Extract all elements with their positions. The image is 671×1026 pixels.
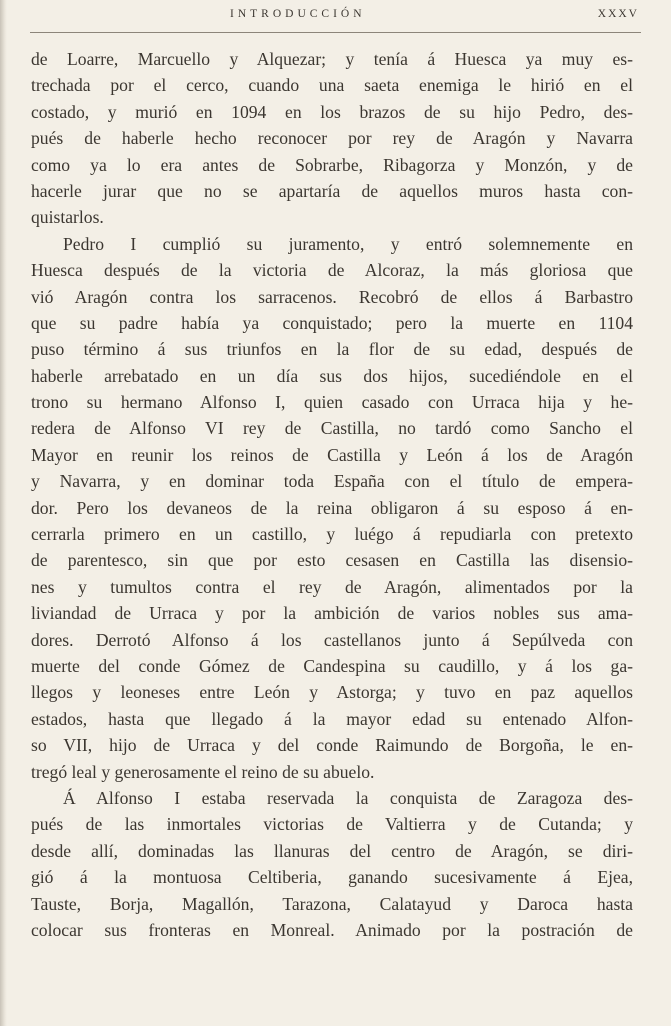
text-line: Tauste, Borja, Magallón, Tarazona, Calatayud y Daroca hasta <box>31 893 633 914</box>
text-line: colocar sus fronteras en Monreal. Animado por la postración de <box>31 919 633 940</box>
spine-shadow <box>0 0 7 1026</box>
text-line: que su padre había ya conquistado; pero la muerte en 1104 <box>31 312 633 333</box>
text-line: pués de las inmortales victorias de Valtierra y de Cutanda; y <box>31 814 633 835</box>
text-line: Mayor en reunir los reinos de Castilla y León á los de Aragón <box>31 444 633 465</box>
text-line: hacerle jurar que no se apartaría de aquellos muros hasta con- <box>31 180 633 201</box>
text-line: costado, y murió en 1094 en los brazos de su hijo Pedro, des- <box>31 101 633 122</box>
text-line: cerrarla primero en un castillo, y luégo á repudiarla con pretexto <box>31 524 633 545</box>
paragraph-start-line: Pedro I cumplió su juramento, y entró solemnemente en <box>63 233 633 254</box>
text-line: vió Aragón contra los sarracenos. Recobró de ellos á Barbastro <box>31 286 633 307</box>
text-line: de Loarre, Marcuello y Alquezar; y tenía á Huesca ya muy es- <box>31 49 633 69</box>
text-line: trono su hermano Alfonso I, quien casado con Urraca hija y he- <box>31 392 633 413</box>
text-line: trechada por el cerco, cuando una saeta enemiga le hirió en el <box>31 75 633 96</box>
text-line: muerte del conde Gómez de Candespina su caudillo, y á los ga- <box>31 655 633 676</box>
text-line: nes y tumultos contra el rey de Aragón, alimentados por la <box>31 576 633 597</box>
text-line: gió á la montuosa Celtiberia, ganando sucesivamente á Ejea, <box>31 867 633 888</box>
text-line: liviandad de Urraca y por la ambición de varios nobles sus ama- <box>31 603 633 624</box>
body-text <box>31 46 633 943</box>
text-line: so VII, hijo de Urraca y del conde Raimundo de Borgoña, le en- <box>31 735 633 756</box>
page-number: XXXV <box>597 8 639 20</box>
header-rule <box>30 32 641 33</box>
text-line: como ya lo era antes de Sobrarbe, Ribagorza y Monzón, y de <box>31 154 633 175</box>
text-line: quistarlos. <box>31 207 104 228</box>
paragraph-start-line: Á Alfonso I estaba reservada la conquista de Zaragoza des- <box>63 787 633 808</box>
text-line: estados, hasta que llegado á la mayor edad su entenado Alfon- <box>31 708 633 729</box>
text-line: desde allí, dominadas las llanuras del centro de Aragón, se diri- <box>31 840 633 861</box>
text-line: llegos y leoneses entre León y Astorga; y tuvo en paz aquellos <box>31 682 633 703</box>
text-line: puso término á sus triunfos en la flor de su edad, después de <box>31 339 633 360</box>
text-line: y Navarra, y en dominar toda España con el título de empera- <box>31 471 633 492</box>
text-line: redera de Alfonso VI rey de Castilla, no tardó como Sancho el <box>31 418 633 439</box>
text-line: de parentesco, sin que por esto cesasen en Castilla las disensio- <box>31 550 633 571</box>
text-line: haberle arrebatado en un día sus dos hijos, sucediéndole en el <box>31 365 633 386</box>
text-line: pués de haberle hecho reconocer por rey de Aragón y Navarra <box>31 128 633 149</box>
text-line: dor. Pero los devaneos de la reina obligaron á su esposo á en- <box>31 497 633 518</box>
text-line: tregó leal y generosamente el reino de su abuelo. <box>31 761 375 782</box>
text-line: dores. Derrotó Alfonso á los castellanos junto á Sepúlveda con <box>31 629 633 650</box>
running-head <box>30 8 641 26</box>
running-head-title: INTRODUCCIÓN <box>230 8 366 20</box>
text-line: Huesca después de la victoria de Alcoraz, la más gloriosa que <box>31 260 633 281</box>
